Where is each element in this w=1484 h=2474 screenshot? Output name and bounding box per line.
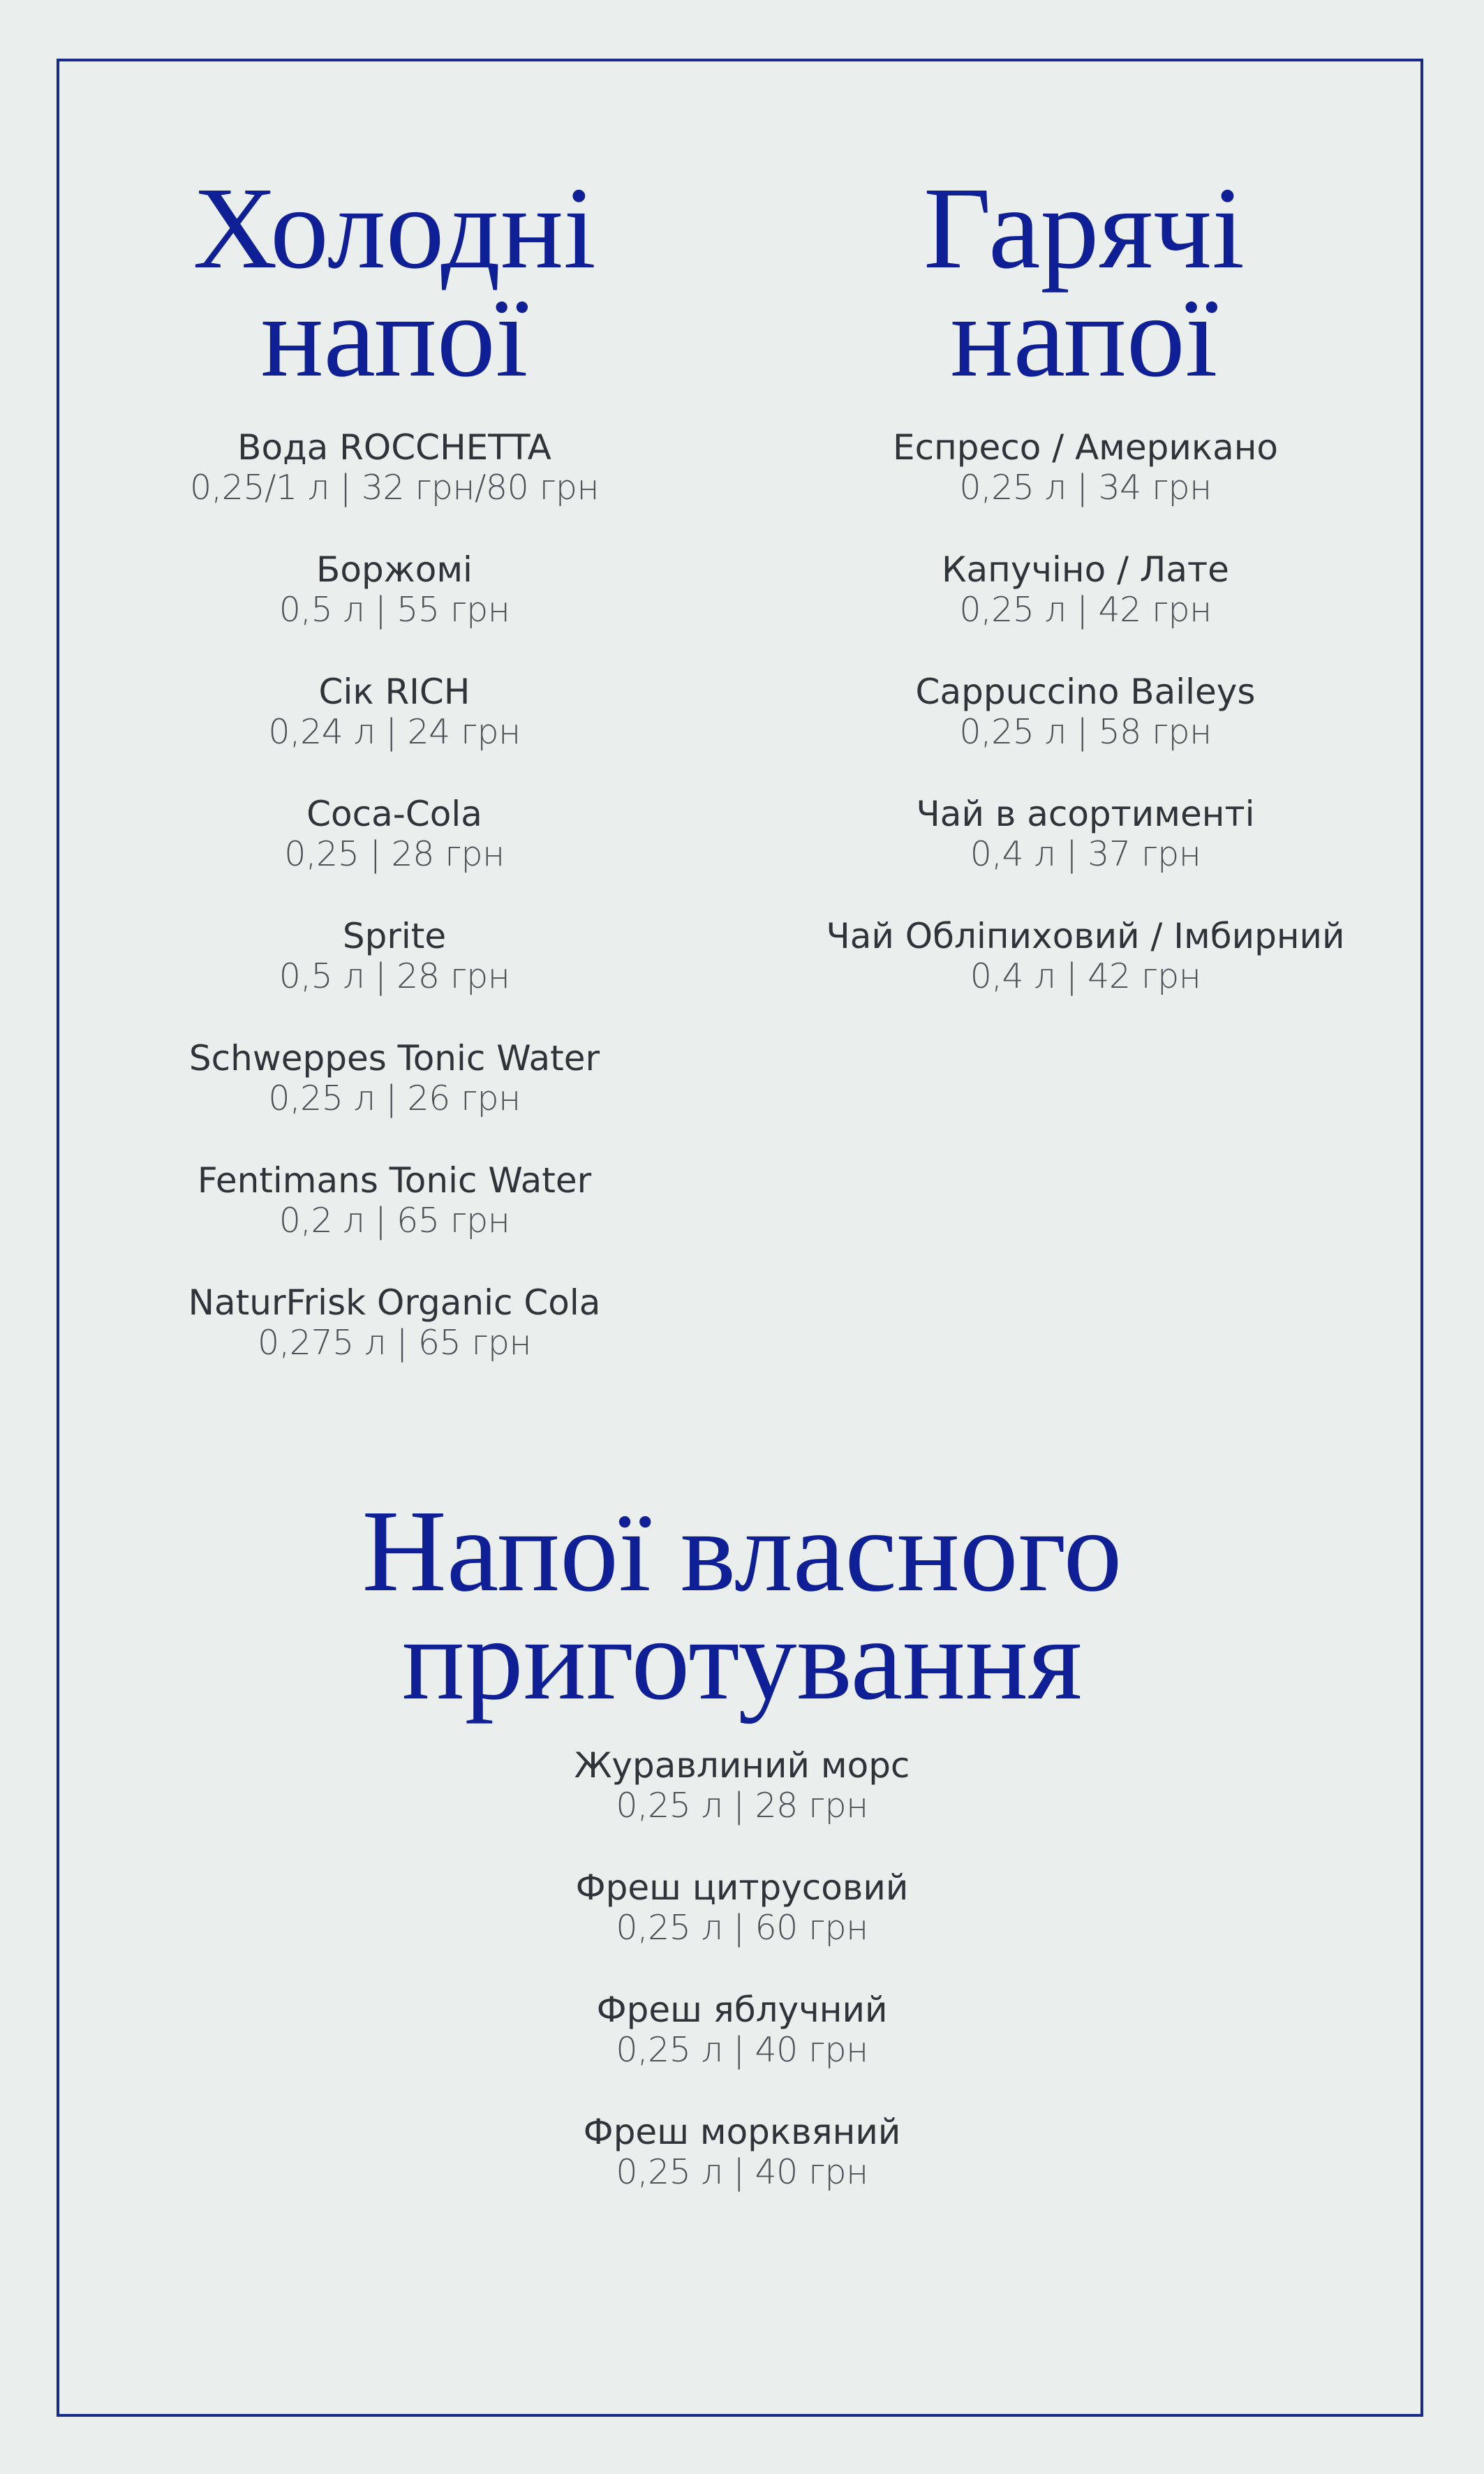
item-price: 0,25 л | 40 грн <box>616 2152 868 2192</box>
item-name: NaturFrisk Organic Cola <box>188 1282 601 1323</box>
item-name: Schweppes Tonic Water <box>188 1038 600 1079</box>
item-name: Еспресо / Американо <box>892 427 1279 468</box>
item-price: 0,4 л | 42 грн <box>970 956 1201 996</box>
item-name: Cappuccino Baileys <box>915 672 1256 712</box>
item-price: 0,25 | 28 грн <box>284 834 505 874</box>
item-price: 0,25 л | 60 грн <box>616 1908 868 1948</box>
cold-drinks-heading-line1: Холодні <box>193 163 596 293</box>
menu-item <box>112 794 677 916</box>
item-name: Вода ROCCHETTA <box>237 427 551 468</box>
menu-item <box>112 1282 677 1405</box>
item-name: Фреш морквяний <box>583 2112 901 2152</box>
item-name: Coca-Cola <box>306 794 482 834</box>
item-price: 0,275 л | 65 грн <box>258 1323 531 1363</box>
item-name: Sprite <box>342 916 447 956</box>
item-price: 0,25 л | 26 грн <box>268 1079 521 1118</box>
hot-drinks-heading-line1: Гарячі <box>923 163 1245 293</box>
item-price: 0,25/1 л | 32 грн/80 грн <box>189 468 600 508</box>
homemade-drinks-list <box>393 1745 1091 2234</box>
item-price: 0,25 л | 40 грн <box>616 2030 868 2070</box>
cold-drinks-list <box>112 427 677 1405</box>
item-name: Чай Обліпиховий / Імбирний <box>826 916 1345 956</box>
item-price: 0,25 л | 34 грн <box>959 468 1212 508</box>
cold-drinks-heading <box>126 163 663 401</box>
menu-item <box>803 427 1368 549</box>
menu-item <box>803 794 1368 916</box>
menu-item <box>112 1160 677 1282</box>
menu-item <box>803 672 1368 794</box>
item-price: 0,5 л | 55 грн <box>279 590 510 630</box>
hot-drinks-heading-line2: напої <box>950 271 1218 401</box>
item-price: 0,24 л | 24 грн <box>268 712 521 752</box>
menu-item <box>803 916 1368 1038</box>
item-price: 0,4 л | 37 грн <box>970 834 1201 874</box>
menu-item <box>803 549 1368 672</box>
item-name: Капучіно / Лате <box>942 549 1229 590</box>
menu-item <box>112 672 677 794</box>
menu-item <box>112 427 677 549</box>
hot-drinks-list <box>803 427 1368 1038</box>
item-name: Сік RICH <box>318 672 470 712</box>
item-price: 0,5 л | 28 грн <box>279 956 510 996</box>
menu-item <box>393 2112 1091 2234</box>
item-name: Боржомі <box>316 549 473 590</box>
menu-item <box>393 1990 1091 2112</box>
hot-drinks-heading <box>815 163 1353 401</box>
menu-item <box>393 1867 1091 1990</box>
homemade-drinks-heading-line2: приготування <box>401 1594 1083 1724</box>
cold-drinks-heading-line2: напої <box>260 271 528 401</box>
homemade-drinks-heading <box>195 1486 1289 1724</box>
item-price: 0,25 л | 28 грн <box>616 1786 868 1825</box>
menu-item <box>112 916 677 1038</box>
homemade-drinks-heading-line1: Напої власного <box>362 1486 1122 1616</box>
item-name: Чай в асортименті <box>916 794 1255 834</box>
item-name: Fentimans Tonic Water <box>197 1160 592 1201</box>
item-name: Фреш цитрусовий <box>575 1867 909 1908</box>
menu-item <box>393 1745 1091 1867</box>
item-name: Фреш яблучний <box>596 1990 888 2030</box>
item-price: 0,2 л | 65 грн <box>279 1201 510 1240</box>
item-price: 0,25 л | 42 грн <box>959 590 1212 630</box>
menu-item <box>112 1038 677 1160</box>
item-price: 0,25 л | 58 грн <box>959 712 1212 752</box>
menu-item <box>112 549 677 672</box>
item-name: Журавлиний морс <box>574 1745 910 1786</box>
